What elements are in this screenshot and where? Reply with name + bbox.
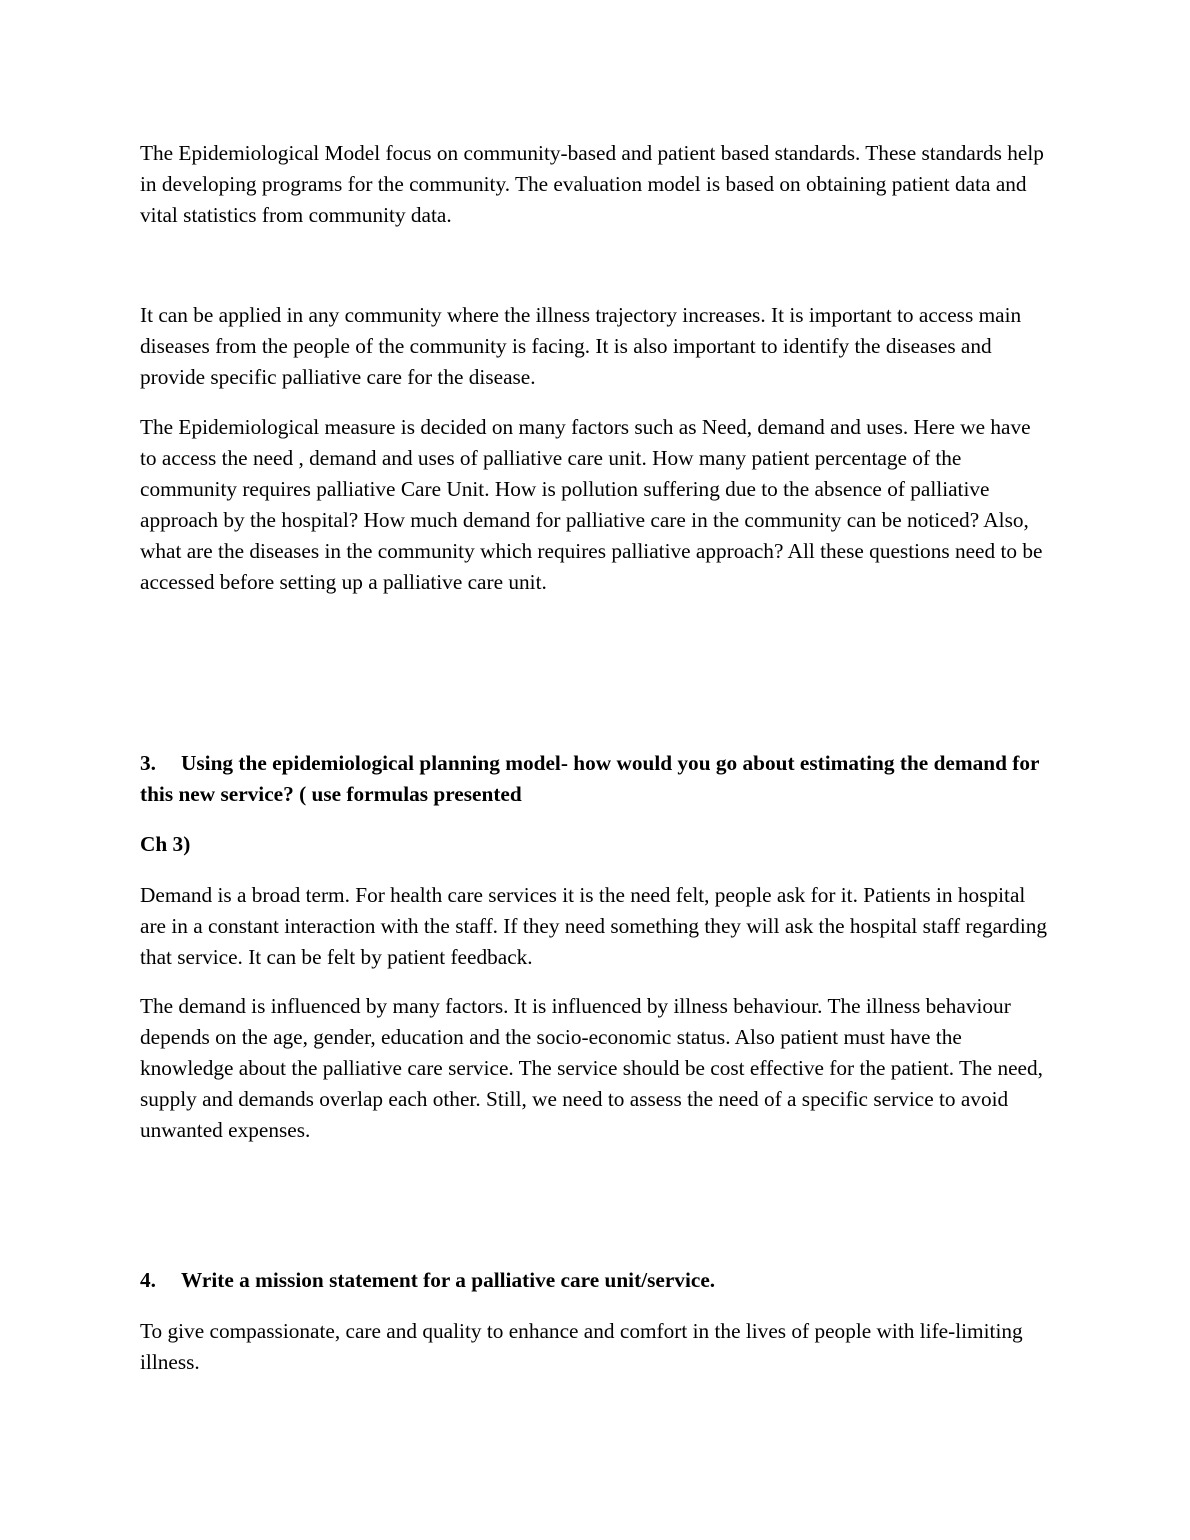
question-3-text: Using the epidemiological planning model- how would you go about estimating the demand for this new service? ( use formulas presented [140,751,1040,806]
question-3-number: 3. [140,751,156,775]
paragraph-epidemiological-model: The Epidemiological Model focus on community-based and patient based standards. These standards help in developing programs for the community. The evaluation model is based on obtaining patient data and vital statistics from community data. [140,141,1044,227]
answer-3-paragraph-demand: Demand is a broad term. For health care services it is the need felt, people ask for it. Patients in hospital are in a constant interaction with the staff. If they need something they will ask the hospital staff regarding that service. It can be felt by patient feedback. [140,883,1048,969]
question-4-number: 4. [140,1268,156,1292]
question-4-text: Write a mission statement for a palliative care unit/service. [181,1268,716,1292]
answer-3-paragraph-factors: The demand is influenced by many factors. It is influenced by illness behaviour. The illness behaviour depends on the age, gender, education and the socio-economic status. Also patient must have the knowledge about the palliative care service. The service should be cost effective for the patient. The need, supply and demands overlap each other. Still, we need to assess the need of a specific service to avoid unwanted expenses. [140,994,1043,1142]
paragraph-community-application: It can be applied in any community where the illness trajectory increases. It is important to access main diseases from the people of the community is facing. It is also important to identify the diseases and provide specific palliative care for the disease. [140,303,1022,389]
question-4-heading [140,1265,1050,1296]
question-3-heading [140,748,1050,810]
paragraph-epidemiological-measure: The Epidemiological measure is decided on many factors such as Need, demand and uses. Here we have to access the need , demand and uses of palliative care unit. How many patient percentage of the community requires palliative Care Unit. How is pollution suffering due to the absence of palliative approach by the hospital? How much demand for palliative care in the community can be noticed? Also, what are the diseases in the community which requires palliative approach? All these questions need to be accessed before setting up a palliative care unit. [140,415,1043,594]
answer-4-mission-statement: To give compassionate, care and quality to enhance and comfort in the lives of people with life-limiting illness. [140,1319,1023,1374]
question-3-continuation: Ch 3) [140,832,191,856]
